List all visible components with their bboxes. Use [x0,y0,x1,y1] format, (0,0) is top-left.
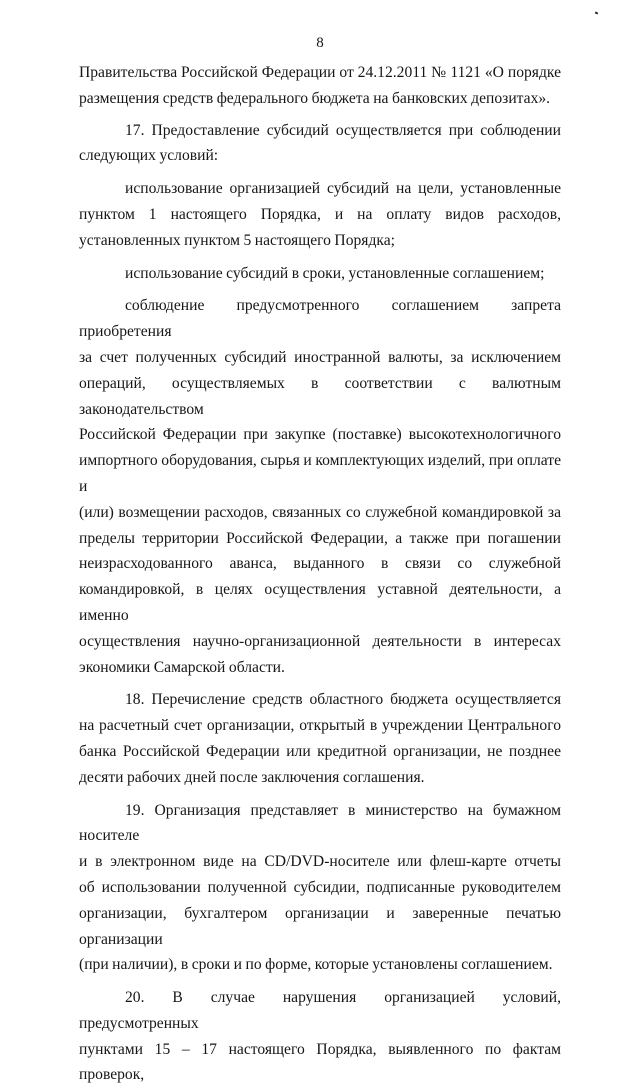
text-line: и в электронном виде на CD/DVD-носителе или флеш-карте отчеты [79,853,561,871]
text-line: 18. Перечисление средств областного бюджета осуществляется [125,691,561,709]
paragraph-continuation [79,60,561,112]
text-line: банка Российской Федерации или кредитной организации, не позднее [79,742,561,760]
paragraph-condition-3 [79,293,561,680]
text-line: пунктом 1 настоящего Порядка, и на оплату видов расходов, [79,205,561,223]
text-line: Российской Федерации при закупке (поставке) высокотехнологичного [79,426,561,444]
paragraph-item-17 [79,118,561,170]
text-line: неизрасходованного аванса, выданного в связи со служебной [79,555,561,573]
text-line: за счет полученных субсидий иностранной валюты, за исключением [79,348,561,366]
text-line: десяти рабочих дней после заключения соглашения. [79,768,425,786]
text-line: операций, осуществляемых в соответствии с валютным законодательством [79,374,561,418]
text-line: пределы территории Российской Федерации, а также при погашении [79,529,561,547]
text-line: экономики Самарской области. [79,658,285,676]
page-number: 8 [316,35,324,51]
text-line: осуществления научно-организационной деятельности в интересах [79,632,561,650]
text-line: 20. В случае нарушения организацией условий, предусмотренных [79,989,561,1032]
paragraph-condition-2 [79,261,561,287]
text-line: об использовании полученной субсидии, подписанные руководителем [79,878,561,896]
document-body [79,60,561,1088]
text-line: использование организацией субсидий на цели, установленные [125,180,561,198]
text-line: Правительства Российской Федерации от 24.12.2011 № 1121 «О порядке [79,64,561,81]
text-line: 17. Предоставление субсидий осуществляется при соблюдении [125,121,561,139]
text-line: использование субсидий в сроки, установленные соглашением; [125,264,545,282]
text-line: размещения средств федерального бюджета на банковских депозитах». [79,89,551,107]
scan-speck [595,11,599,14]
text-line: импортного оборудования, сырья и комплектующих изделий, при оплате и [79,452,561,495]
text-line: 19. Организация представляет в министерство на бумажном носителе [79,801,561,845]
text-line: установленных пунктом 5 настоящего Порядка; [79,231,395,249]
text-line: организации, бухгалтером организации и заверенные печатью организации [79,904,561,948]
text-line: (при наличии), в сроки и по форме, которые установлены соглашением. [79,956,553,974]
text-line: соблюдение предусмотренного соглашением запрета приобретения [79,297,561,341]
paragraph-item-19 [79,798,561,979]
text-line: (или) возмещении расходов, связанных со служебной командировкой за [79,503,561,521]
text-line: командировкой, в целях осуществления уставной деятельности, а именно [79,581,561,624]
paragraph-item-20 [79,985,561,1088]
paragraph-condition-1 [79,176,561,253]
text-line: на расчетный счет организации, открытый в учреждении Центрального [79,717,561,735]
paragraph-item-18 [79,687,561,790]
text-line: следующих условий: [79,147,219,165]
text-line: пунктами 15 – 17 настоящего Порядка, выявленного по фактам проверок, [79,1040,561,1084]
